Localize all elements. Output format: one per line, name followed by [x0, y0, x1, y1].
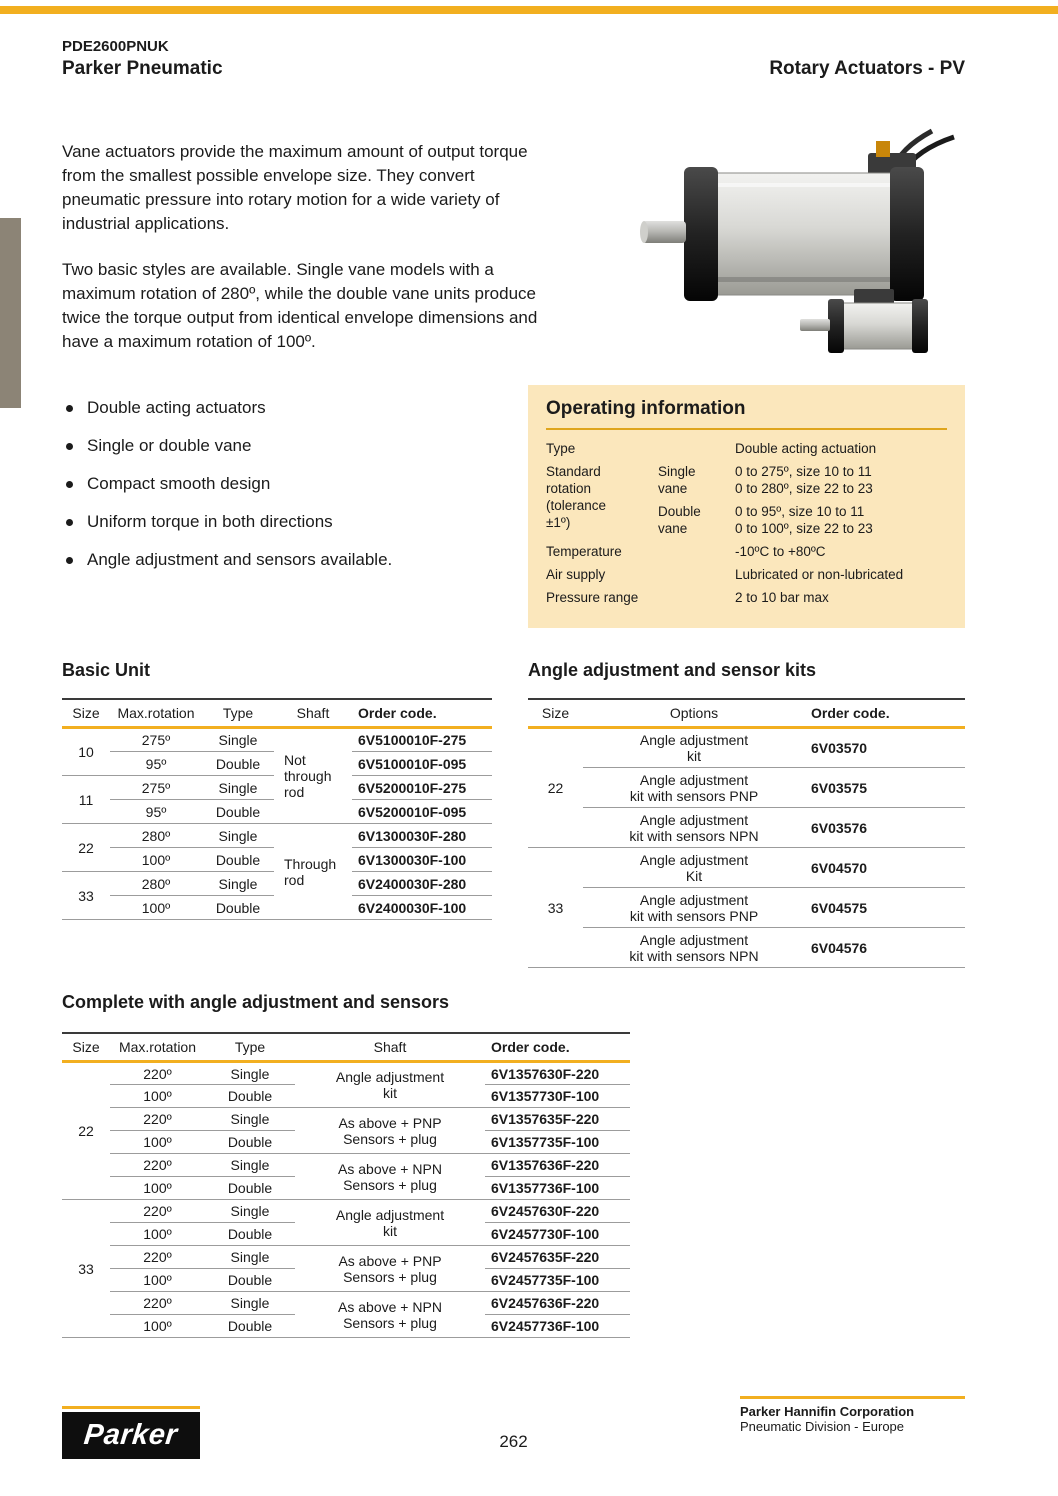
- parker-logo-text: Parker: [82, 1419, 180, 1451]
- rotation-cell: 220º: [110, 1200, 205, 1223]
- complete-table: [62, 1032, 630, 1338]
- feature-item: [62, 474, 532, 494]
- column-header-rotation: Max.rotation: [110, 1033, 205, 1062]
- size-cell: 33: [62, 1200, 110, 1338]
- order-code-cell: 6V2457736F-100: [485, 1315, 630, 1338]
- order-code-cell: 6V1300030F-100: [352, 848, 492, 872]
- type-cell: Double: [202, 896, 274, 920]
- order-code-cell: 6V03575: [805, 768, 965, 808]
- size-cell: 33: [62, 872, 110, 920]
- feature-label: Double acting actuators: [87, 398, 266, 417]
- order-code-cell: 6V03570: [805, 728, 965, 768]
- op-air-supply-value: Lubricated or non-lubricated: [735, 567, 904, 582]
- table-row: [62, 728, 492, 752]
- shaft-cell: As above + PNP Sensors + plug: [295, 1108, 485, 1154]
- rotation-cell: 220º: [110, 1108, 205, 1131]
- table-row: [62, 1062, 630, 1085]
- shaft-cell: As above + NPN Sensors + plug: [295, 1154, 485, 1200]
- main-actuator: [640, 141, 924, 301]
- option-cell: Angle adjustment Kit: [583, 848, 805, 888]
- bullet-icon: [66, 481, 73, 488]
- bullet-icon: [66, 443, 73, 450]
- column-header-size: Size: [62, 1033, 110, 1062]
- bullet-icon: [66, 557, 73, 564]
- type-cell: Double: [205, 1131, 295, 1154]
- intro-text: [62, 140, 544, 354]
- order-code-cell: 6V1357735F-100: [485, 1131, 630, 1154]
- table-row: [62, 824, 492, 848]
- shaft-cell: As above + NPN Sensors + plug: [295, 1292, 485, 1338]
- op-rotation-label: Standard rotation (tolerance ±1º): [546, 464, 607, 530]
- type-cell: Single: [202, 824, 274, 848]
- type-cell: Single: [202, 776, 274, 800]
- divider: [62, 1406, 200, 1409]
- order-code-cell: 6V2457730F-100: [485, 1223, 630, 1246]
- intro-paragraph-1: Vane actuators provide the maximum amount of output torque from the smallest possible envelope size. They convert pneumatic pressure into rotary motion for a wide variety of industrial applications.: [62, 142, 528, 233]
- size-cell: 11: [62, 776, 110, 824]
- rotation-cell: 220º: [110, 1062, 205, 1085]
- option-cell: Angle adjustment kit with sensors NPN: [583, 928, 805, 968]
- table-row: [62, 1200, 630, 1223]
- type-cell: Double: [205, 1085, 295, 1108]
- shaft-cell: Angle adjustment kit: [295, 1200, 485, 1246]
- table-row: [528, 808, 965, 848]
- type-cell: Single: [205, 1154, 295, 1177]
- order-code-cell: 6V2457635F-220: [485, 1246, 630, 1269]
- feature-item: [62, 436, 532, 456]
- product-photo: [640, 125, 965, 360]
- rotation-cell: 100º: [110, 1131, 205, 1154]
- table-row: [62, 1154, 630, 1177]
- order-code-cell: 6V1357635F-220: [485, 1108, 630, 1131]
- section-side-tab: [0, 218, 21, 408]
- column-header-order-code: Order code.: [485, 1033, 630, 1062]
- rotation-cell: 100º: [110, 1223, 205, 1246]
- feature-label: Angle adjustment and sensors available.: [87, 550, 393, 569]
- order-code-cell: 6V04570: [805, 848, 965, 888]
- option-cell: Angle adjustment kit with sensors NPN: [583, 808, 805, 848]
- operating-info-grid: [546, 440, 947, 606]
- header-row: [528, 699, 965, 728]
- order-code-cell: 6V04575: [805, 888, 965, 928]
- rotation-cell: 95º: [110, 800, 202, 824]
- table-row: [528, 768, 965, 808]
- table-row: [528, 728, 965, 768]
- feature-label: Compact smooth design: [87, 474, 271, 493]
- rotation-cell: 280º: [110, 824, 202, 848]
- order-code-cell: 6V5100010F-275: [352, 728, 492, 752]
- header-row: [62, 699, 492, 728]
- order-code-cell: 6V5200010F-275: [352, 776, 492, 800]
- bullet-icon: [66, 519, 73, 526]
- document-code: PDE2600PNUK: [62, 38, 169, 55]
- intro-paragraph-2: Two basic styles are available. Single vane models with a maximum rotation of 280º, while the double vane units produce twice the torque output from identical envelope dimensions and have a maximum rotation of 100º.: [62, 260, 538, 351]
- op-type-value: Double acting actuation: [735, 441, 877, 456]
- rotation-cell: 95º: [110, 752, 202, 776]
- op-single-vane-value: 0 to 275º, size 10 to 11 0 to 280º, size 22 to 23: [735, 464, 873, 496]
- column-header-shaft: Shaft: [295, 1033, 485, 1062]
- order-code-cell: 6V1357636F-220: [485, 1154, 630, 1177]
- op-pressure-label: Pressure range: [546, 590, 639, 605]
- top-accent-bar: [0, 6, 1058, 14]
- feature-item: [62, 550, 532, 570]
- order-code-cell: 6V1357730F-100: [485, 1085, 630, 1108]
- shaft-cell: Angle adjustment kit: [295, 1062, 485, 1108]
- shaft-cell: As above + PNP Sensors + plug: [295, 1246, 485, 1292]
- type-cell: Single: [205, 1292, 295, 1315]
- rotation-cell: 220º: [110, 1154, 205, 1177]
- operating-info-title: Operating information: [546, 398, 746, 419]
- footer-company: Parker Hannifin Corporation: [740, 1404, 915, 1419]
- rotation-cell: 275º: [110, 728, 202, 752]
- basic-unit-table: [62, 698, 492, 920]
- type-cell: Double: [202, 848, 274, 872]
- feature-label: Single or double vane: [87, 436, 252, 455]
- column-header-order-code: Order code.: [805, 699, 965, 728]
- rotation-cell: 275º: [110, 776, 202, 800]
- op-single-vane-label: Single vane: [658, 464, 696, 496]
- size-cell: 22: [528, 728, 583, 848]
- rotation-cell: 220º: [110, 1246, 205, 1269]
- page-number: 262: [499, 1432, 528, 1451]
- option-cell: Angle adjustment kit: [583, 728, 805, 768]
- type-cell: Double: [205, 1315, 295, 1338]
- order-code-cell: 6V1357736F-100: [485, 1177, 630, 1200]
- shaft-cell: Not through rod: [274, 728, 352, 824]
- rotation-cell: 100º: [110, 1177, 205, 1200]
- table-row: [528, 848, 965, 888]
- shaft-cell: Through rod: [274, 824, 352, 920]
- type-cell: Double: [202, 800, 274, 824]
- option-cell: Angle adjustment kit with sensors PNP: [583, 768, 805, 808]
- page-title: Rotary Actuators - PV: [769, 58, 965, 79]
- rotation-cell: 100º: [110, 896, 202, 920]
- divider: [546, 428, 947, 430]
- header-row: [62, 1033, 630, 1062]
- type-cell: Double: [205, 1269, 295, 1292]
- table-row: [62, 1292, 630, 1315]
- column-header-order-code: Order code.: [352, 699, 492, 728]
- order-code-cell: 6V2400030F-280: [352, 872, 492, 896]
- type-cell: Single: [202, 728, 274, 752]
- footer-company-block: [740, 1396, 965, 1434]
- op-temperature-value: -10ºC to +80ºC: [735, 544, 826, 559]
- type-cell: Single: [202, 872, 274, 896]
- feature-label: Uniform torque in both directions: [87, 512, 333, 531]
- type-cell: Single: [205, 1246, 295, 1269]
- order-code-cell: 6V5200010F-095: [352, 800, 492, 824]
- op-type-label: Type: [546, 441, 576, 456]
- size-cell: 33: [528, 848, 583, 968]
- feature-list: [62, 398, 532, 588]
- op-pressure-value: 2 to 10 bar max: [735, 590, 829, 605]
- bullet-icon: [66, 405, 73, 412]
- op-double-vane-value: 0 to 95º, size 10 to 11 0 to 100º, size 22 to 23: [735, 504, 873, 536]
- order-code-cell: 6V2457735F-100: [485, 1269, 630, 1292]
- footer-division: Pneumatic Division - Europe: [740, 1419, 905, 1434]
- order-code-cell: 6V04576: [805, 928, 965, 968]
- type-cell: Single: [205, 1062, 295, 1085]
- column-header-options: Options: [583, 699, 805, 728]
- column-header-shaft: Shaft: [274, 699, 352, 728]
- rotation-cell: 100º: [110, 1269, 205, 1292]
- op-air-supply-label: Air supply: [546, 567, 606, 582]
- column-header-type: Type: [205, 1033, 295, 1062]
- table-row: [528, 928, 965, 968]
- sensor-kits-heading: Angle adjustment and sensor kits: [528, 660, 817, 680]
- type-cell: Double: [205, 1223, 295, 1246]
- basic-unit-heading: Basic Unit: [62, 660, 151, 680]
- order-code-cell: 6V1300030F-280: [352, 824, 492, 848]
- order-code-cell: 6V2457630F-220: [485, 1200, 630, 1223]
- rotation-cell: 280º: [110, 872, 202, 896]
- order-code-cell: 6V2400030F-100: [352, 896, 492, 920]
- rotation-cell: 100º: [110, 1315, 205, 1338]
- rotation-cell: 220º: [110, 1292, 205, 1315]
- order-code-cell: 6V5100010F-095: [352, 752, 492, 776]
- feature-item: [62, 398, 532, 418]
- order-code-cell: 6V2457636F-220: [485, 1292, 630, 1315]
- size-cell: 10: [62, 728, 110, 776]
- operating-info-panel: [528, 385, 965, 628]
- type-cell: Single: [205, 1108, 295, 1131]
- type-cell: Double: [205, 1177, 295, 1200]
- column-header-rotation: Max.rotation: [110, 699, 202, 728]
- rotation-cell: 100º: [110, 1085, 205, 1108]
- column-header-type: Type: [202, 699, 274, 728]
- table-row: [62, 1108, 630, 1131]
- brand-name: Parker Pneumatic: [62, 58, 223, 79]
- column-header-size: Size: [62, 699, 110, 728]
- actuator-illustration: [640, 125, 965, 360]
- size-cell: 22: [62, 1062, 110, 1200]
- size-cell: 22: [62, 824, 110, 872]
- type-cell: Single: [205, 1200, 295, 1223]
- divider: [740, 1396, 965, 1399]
- op-temperature-label: Temperature: [546, 544, 622, 559]
- sensor-kits-table: [528, 698, 965, 968]
- order-code-cell: 6V1357630F-220: [485, 1062, 630, 1085]
- order-code-cell: 6V03576: [805, 808, 965, 848]
- feature-item: [62, 512, 532, 532]
- table-row: [528, 888, 965, 928]
- rotation-cell: 100º: [110, 848, 202, 872]
- complete-heading: Complete with angle adjustment and sensors: [62, 992, 450, 1012]
- table-row: [62, 1246, 630, 1269]
- column-header-size: Size: [528, 699, 583, 728]
- option-cell: Angle adjustment kit with sensors PNP: [583, 888, 805, 928]
- op-double-vane-label: Double vane: [658, 504, 701, 536]
- type-cell: Double: [202, 752, 274, 776]
